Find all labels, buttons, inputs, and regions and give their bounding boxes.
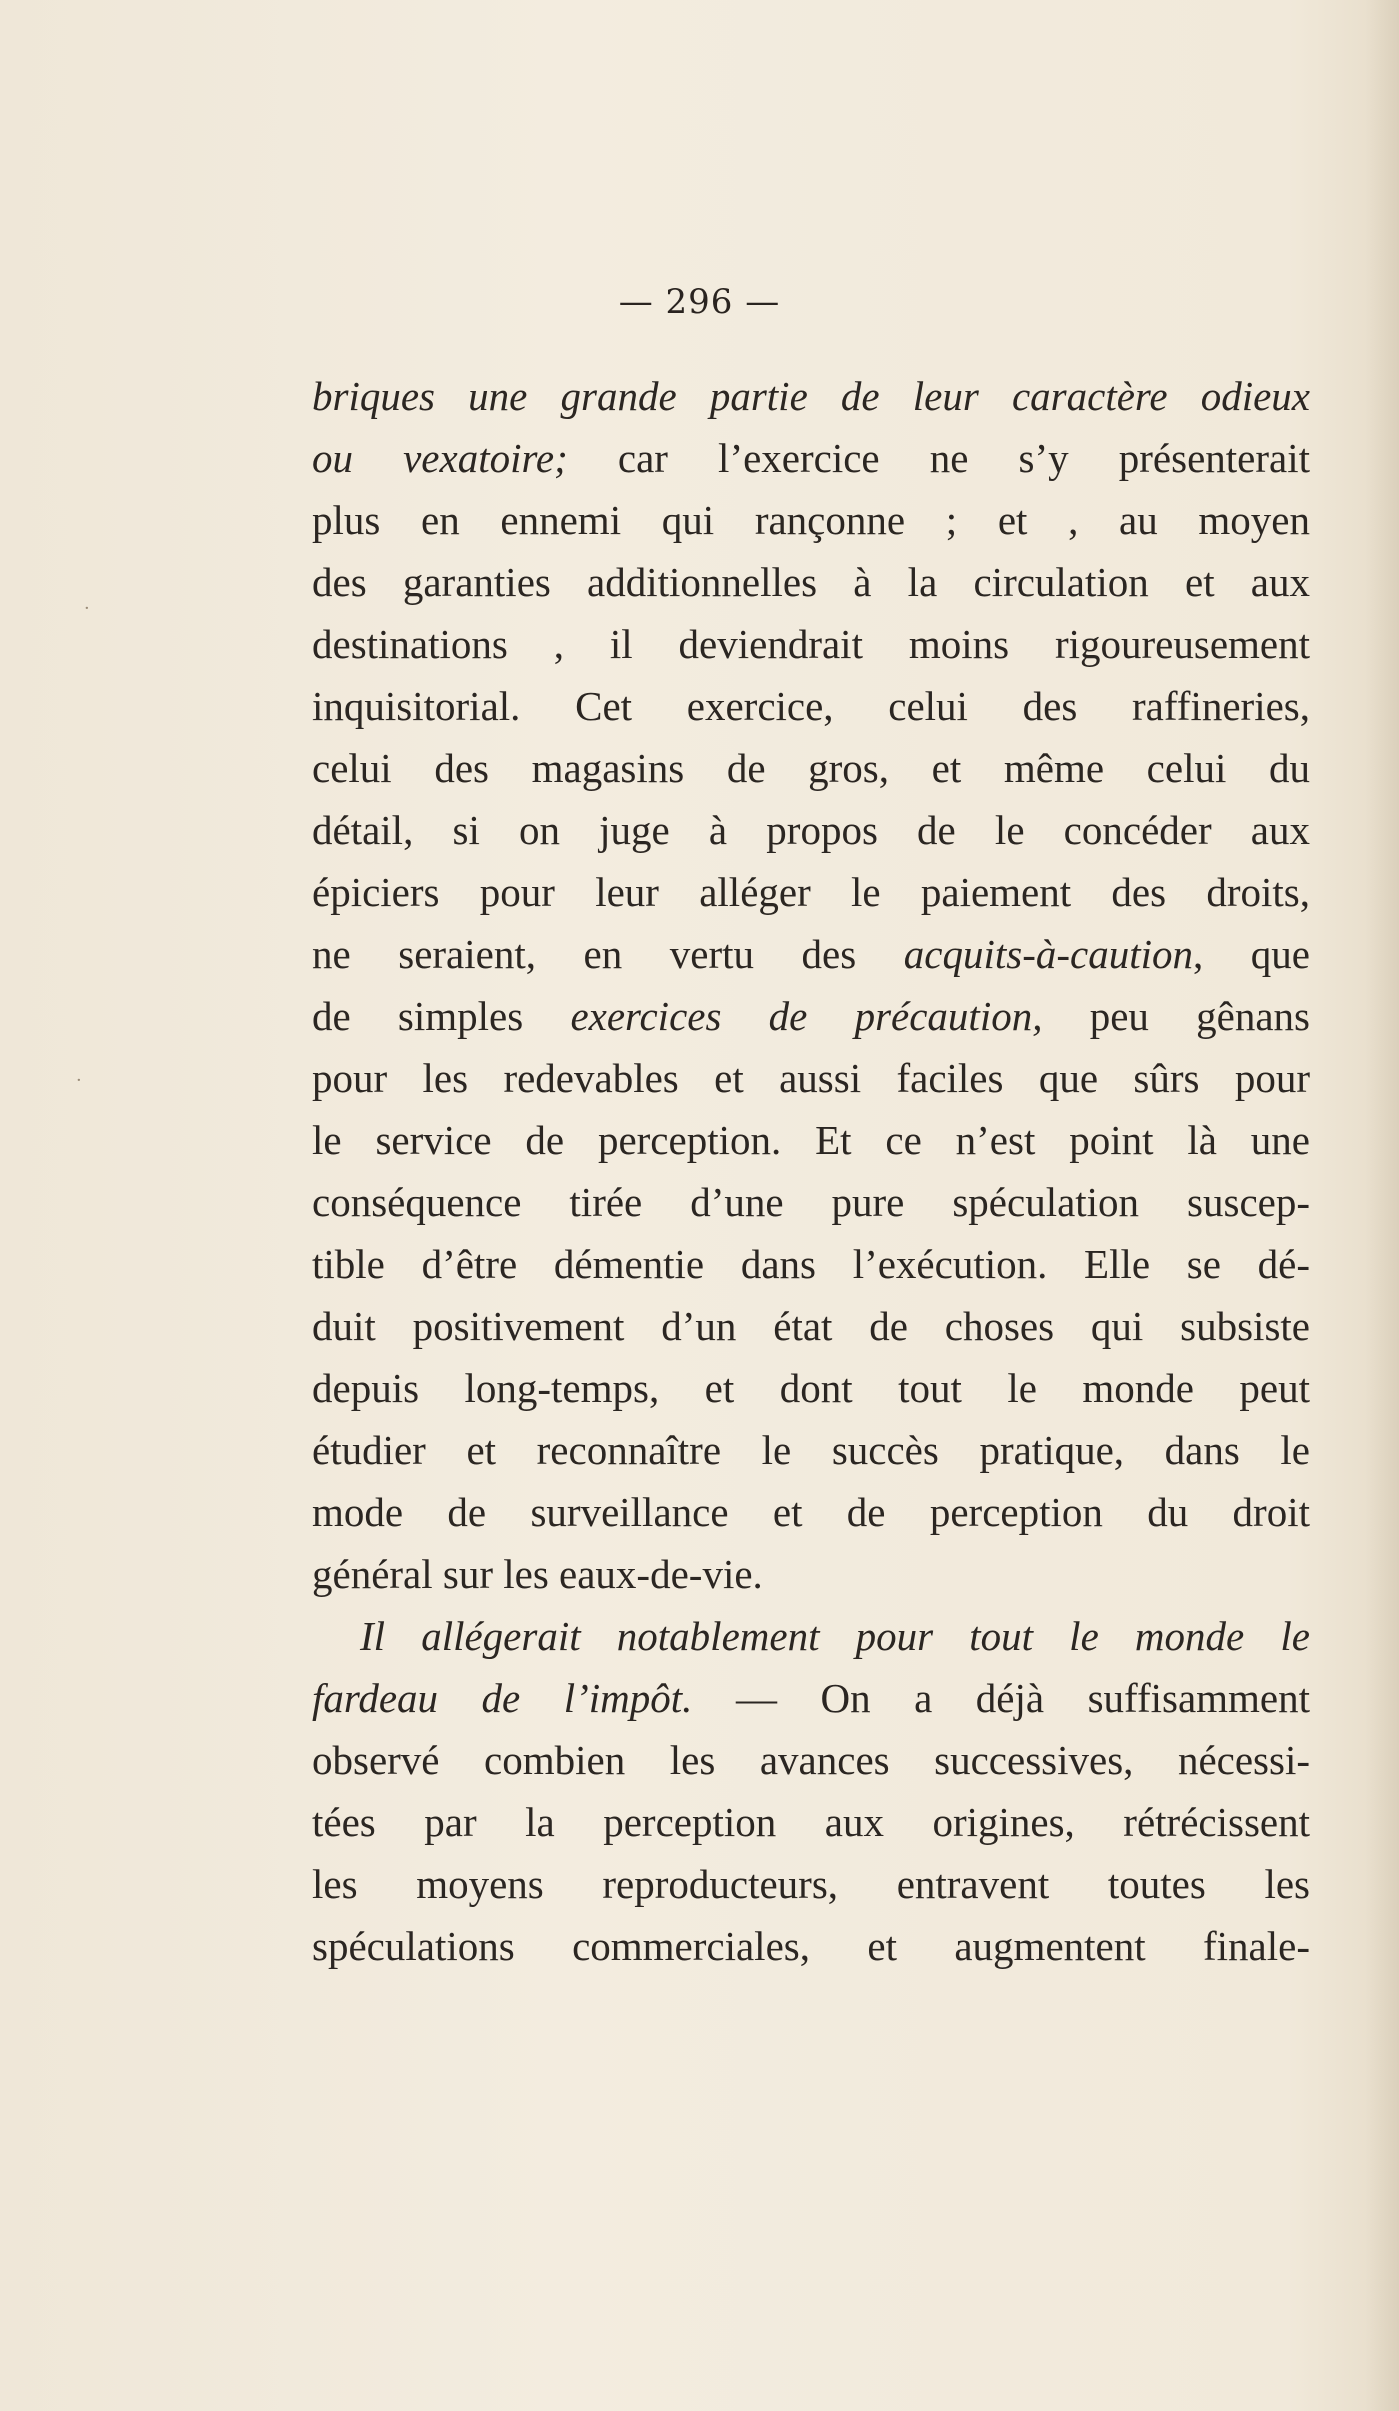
text-segment: pour les redevables et aussi faciles que sûrs pour <box>312 1055 1310 1101</box>
text-line <box>312 675 1310 737</box>
margin-speck-mark: · <box>76 1070 82 1091</box>
text-segment: général sur les eaux-de-vie. <box>312 1551 763 1597</box>
text-segment: celui des magasins de gros, et même celui du <box>312 745 1310 791</box>
text-line <box>312 1481 1310 1543</box>
text-line <box>312 1605 1310 1667</box>
text-line <box>312 1667 1310 1729</box>
text-line <box>312 1233 1310 1295</box>
text-segment: tées par la perception aux origines, rétrécissent <box>312 1799 1310 1845</box>
text-line <box>312 1419 1310 1481</box>
text-segment: tible d’être démentie dans l’exécution. Elle se dé- <box>312 1241 1310 1287</box>
text-segment: — On a déjà suffisamment <box>692 1675 1311 1721</box>
text-line <box>312 737 1310 799</box>
text-line <box>312 799 1310 861</box>
text-segment: détail, si on juge à propos de le concéder aux <box>312 807 1310 853</box>
margin-speck-mark: · <box>84 598 90 619</box>
text-line <box>312 427 1310 489</box>
italic-text-segment: Il allégerait notablement pour tout le monde le <box>360 1613 1310 1659</box>
text-segment: le service de perception. Et ce n’est point là une <box>312 1117 1310 1163</box>
text-line <box>312 489 1310 551</box>
text-line <box>312 1357 1310 1419</box>
text-segment: depuis long-temps, et dont tout le monde peut <box>312 1365 1310 1411</box>
text-segment: les moyens reproducteurs, entravent toutes les <box>312 1861 1310 1907</box>
text-segment: des garanties additionnelles à la circulation et aux <box>312 559 1310 605</box>
text-line <box>312 365 1310 427</box>
text-segment: plus en ennemi qui rançonne ; et , au moyen <box>312 497 1310 543</box>
text-line <box>312 613 1310 675</box>
italic-text-segment: briques une grande partie de leur caractère odieux <box>312 373 1310 419</box>
text-line <box>312 985 1310 1047</box>
text-segment: spéculations commerciales, et augmentent finale- <box>312 1923 1310 1969</box>
text-segment: conséquence tirée d’une pure spéculation suscep- <box>312 1179 1310 1225</box>
text-line <box>312 1729 1310 1791</box>
text-line <box>312 551 1310 613</box>
text-line <box>312 861 1310 923</box>
text-line <box>312 1791 1310 1853</box>
text-segment: duit positivement d’un état de choses qui subsiste <box>312 1303 1310 1349</box>
text-segment: de simples <box>312 993 571 1039</box>
italic-text-segment: fardeau de l’impôt. <box>312 1675 693 1721</box>
text-segment: car l’exercice ne s’y présenterait <box>567 435 1310 481</box>
text-line <box>312 923 1310 985</box>
text-segment: mode de surveillance et de perception du droit <box>312 1489 1310 1535</box>
text-line <box>312 1295 1310 1357</box>
text-segment: peu gênans <box>1042 993 1310 1039</box>
italic-text-segment: acquits-à-caution <box>903 931 1193 977</box>
page-number: — 296 — <box>618 282 781 322</box>
text-line <box>312 1915 1310 1977</box>
body-text <box>312 365 1310 1977</box>
text-segment: étudier et reconnaître le succès pratique, dans le <box>312 1427 1310 1473</box>
italic-text-segment: exercices de précaution, <box>570 993 1043 1039</box>
text-segment: inquisitorial. Cet exercice, celui des raffineries, <box>312 683 1310 729</box>
text-segment: ne seraient, en vertu des <box>312 931 904 977</box>
text-line <box>312 1109 1310 1171</box>
text-segment: , que <box>1193 931 1310 977</box>
page-edge-shadow <box>1365 0 1399 2411</box>
text-segment: épiciers pour leur alléger le paiement des droits, <box>312 869 1310 915</box>
text-segment: observé combien les avances successives, nécessi- <box>312 1737 1310 1783</box>
text-line <box>312 1543 1310 1605</box>
text-segment: destinations , il deviendrait moins rigoureusement <box>312 621 1310 667</box>
text-line <box>312 1047 1310 1109</box>
text-line <box>312 1171 1310 1233</box>
italic-text-segment: ou vexatoire; <box>312 435 568 481</box>
text-line <box>312 1853 1310 1915</box>
